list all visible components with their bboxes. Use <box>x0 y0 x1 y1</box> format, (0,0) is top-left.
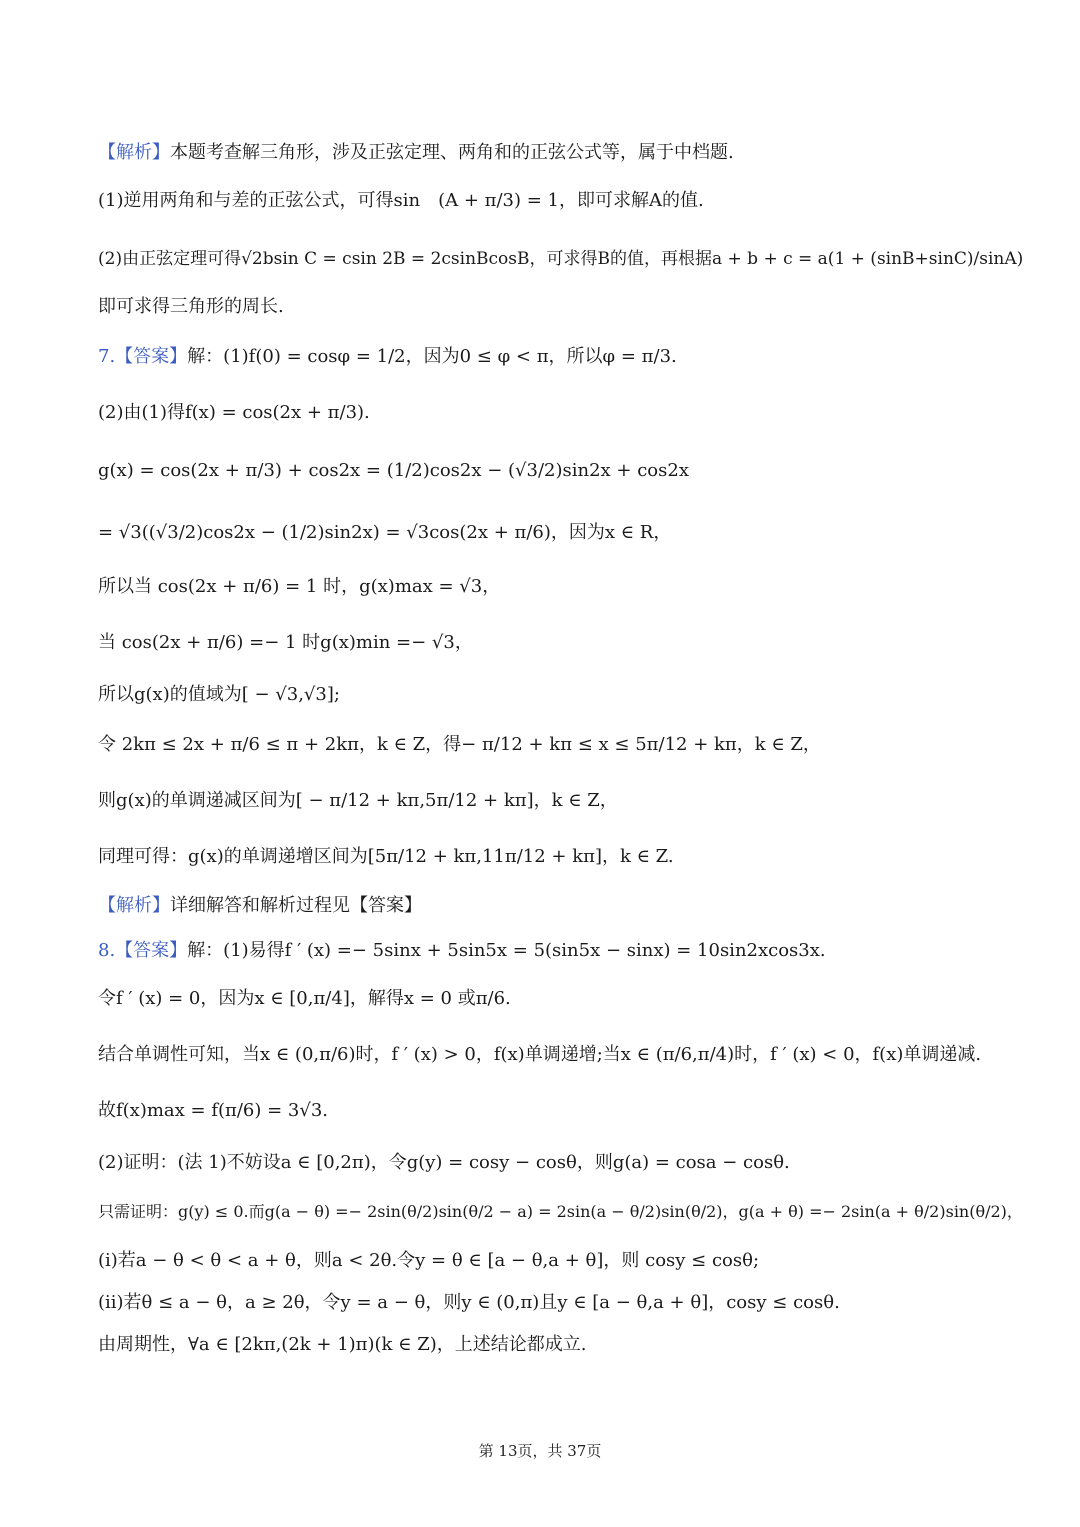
text-line: (ii)若θ ≤ a − θ，a ≥ 2θ，令y = a − θ，则y ∈ (0,π)且y ∈ [a − θ,a + θ]，cosy ≤ cosθ. <box>98 1292 840 1313</box>
analysis-label: 【解析】 <box>98 142 170 163</box>
text-line: 当 cos(2x + π/6) =− 1 时g(x)min =− √3， <box>98 632 473 653</box>
text-line: 则g(x)的单调递减区间为[ − π/12 + kπ,5π/12 + kπ]，k ∈ Z， <box>98 790 618 811</box>
text-line: (2)证明：(法 1)不妨设a ∈ [0,2π)，令g(y) = cosy − cosθ，则g(a) = cosa − cosθ. <box>98 1152 790 1173</box>
text-line: 故f(x)max = f(π/6) = 3√3. <box>98 1100 329 1121</box>
page-footer: 第 13页，共 37页 <box>478 1442 602 1460</box>
text-line: = √3((√3/2)cos2x − (1/2)sin2x) = √3cos(2x + π/6)，因为x ∈ R， <box>98 522 672 543</box>
answer-line: 7.【答案】解：(1)f(0) = cosφ = 1/2，因为0 ≤ φ < π，所以φ = π/3. <box>98 346 677 367</box>
text-line: (i)若a − θ < θ < a + θ，则a < 2θ.令y = θ ∈ [a − θ,a + θ]，则 cosy ≤ cosθ; <box>98 1250 760 1271</box>
text-line: 只需证明：g(y) ≤ 0.而g(a − θ) =− 2sin(θ/2)sin(θ/2 − a) = 2sin(a − θ/2)sin(θ/2)，g(a + θ) =− 2sin(a + θ/2)sin(θ/2)， <box>98 1202 1023 1221</box>
text-line: 由周期性，∀a ∈ [2kπ,(2k + 1)π)(k ∈ Z)，上述结论都成立. <box>98 1334 587 1355</box>
answer-label: 8.【答案】 <box>98 940 188 961</box>
answer-label: 7.【答案】 <box>98 346 188 367</box>
text-line: 所以g(x)的值域为[ − √3,√3]; <box>98 684 340 705</box>
text-line: (2)由正弦定理可得√2bsin C = csin 2B = 2csinBcosB，可求得B的值，再根据a + b + c = a(1 + (sinB+sinC)/sinA) <box>98 249 1024 269</box>
analysis-label: 【解析】 <box>98 895 170 916</box>
text-line: g(x) = cos(2x + π/3) + cos2x = (1/2)cos2x − (√3/2)sin2x + cos2x <box>98 460 689 481</box>
answer-line: 8.【答案】解：(1)易得f ′ (x) =− 5sinx + 5sin5x = 5(sin5x − sinx) = 10sin2xcos3x. <box>98 940 826 961</box>
text-line: 令f ′ (x) = 0，因为x ∈ [0,π/4]，解得x = 0 或π/6. <box>98 988 511 1009</box>
analysis-line: 【解析】详细解答和解析过程见【答案】 <box>98 895 422 916</box>
text-line: 所以当 cos(2x + π/6) = 1 时，g(x)max = √3， <box>98 576 501 597</box>
text-line: 结合单调性可知，当x ∈ (0,π/6)时，f ′ (x) > 0，f(x)单调递增;当x ∈ (π/6,π/4)时，f ′ (x) < 0，f(x)单调递减. <box>98 1044 982 1065</box>
text-line: 即可求得三角形的周长. <box>98 296 284 317</box>
analysis-line: 【解析】本题考查解三角形，涉及正弦定理、两角和的正弦公式等，属于中档题. <box>98 142 734 163</box>
text-line: (1)逆用两角和与差的正弦公式，可得sin (A + π/3) = 1，即可求解A的值. <box>98 190 704 211</box>
text-line: (2)由(1)得f(x) = cos(2x + π/3). <box>98 402 370 423</box>
text-line: 同理可得：g(x)的单调递增区间为[5π/12 + kπ,11π/12 + kπ]，k ∈ Z. <box>98 846 674 867</box>
text-line: 令 2kπ ≤ 2x + π/6 ≤ π + 2kπ，k ∈ Z，得− π/12 + kπ ≤ x ≤ 5π/12 + kπ，k ∈ Z， <box>98 734 821 755</box>
